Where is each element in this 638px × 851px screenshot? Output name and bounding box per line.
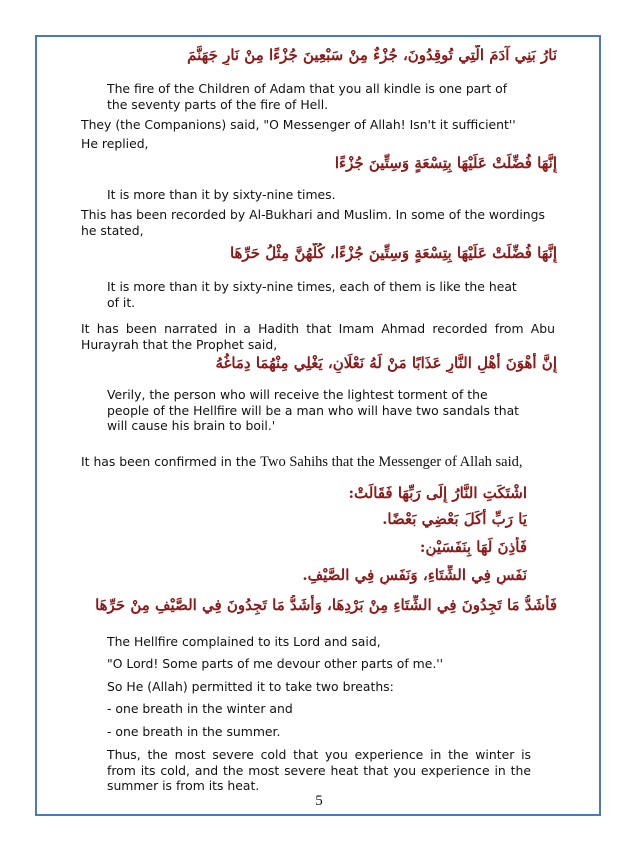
list-line-3: So He (Allah) permitted it to take two breaths:: [107, 679, 394, 694]
arabic-line-3: فَأَذِنَ لَهَا بِنَفَسَيْنِ:: [419, 538, 527, 556]
list-line-5: - one breath in the summer.: [107, 724, 281, 739]
list-line-4: - one breath in the winter and: [107, 701, 293, 716]
translation-3: It is more than it by sixty-nine times, each of them is like the heat of it.: [107, 279, 517, 310]
arabic-hadith-3: إِنَّهَا فُضِّلَتْ عَلَيْهَا بِتِسْعَةٍ وَسِتِّينَ جُزْءًا، كُلُّهُنَّ مِثْلُ حَرِّهَا: [229, 244, 557, 262]
translation-1: The fire of the Children of Adam that you all kindle is one part of the seventy parts of the fire of Hell.: [107, 81, 508, 112]
arabic-line-5: فَأَشَدُّ مَا تَجِدُونَ فِي الشِّتَاءِ مِنْ بَرْدِهَا، وَأَشَدُّ مَا تَجِدُونَ فِي الصَّيْفِ مِنْ حَرِّهَا: [95, 596, 557, 614]
conclusion: Thus, the most severe cold that you experience in the winter is from its cold, and the most severe heat that you experience in the summer is from its heat.: [107, 747, 531, 793]
companions-question: They (the Companions) said, "O Messenger of Allah! Isn't it sufficient'': [81, 117, 516, 132]
translation-4: Verily, the person who will receive the lightest torment of the people of the Hellfire will be a man who will have two sandals that will cause his brain to boil.': [107, 387, 520, 433]
arabic-line-4: نَفَسٍ فِي الشِّتَاءِ، وَنَفَسٍ فِي الصَّيْفِ.: [302, 566, 527, 584]
recorded-note: This has been recorded by Al-Bukhari and Muslim. In some of the wordings he stated,: [81, 207, 545, 238]
arabic-hadith-2: إِنَّهَا فُضِّلَتْ عَلَيْهَا بِتِسْعَةٍ وَسِتِّينَ جُزْءًا: [334, 154, 557, 172]
narration-intro: It has been narrated in a Hadith that Imam Ahmad recorded from Abu Hurayrah that the Prophet said,: [81, 321, 555, 352]
list-line-1: The Hellfire complained to its Lord and said,: [107, 634, 381, 649]
two-sahihs-intro: [81, 454, 555, 471]
two-sahihs-intro-b: Two Sahihs that the Messenger of Allah said,: [260, 454, 523, 470]
arabic-hadith-4: إِنَّ أَهْوَنَ أَهْلِ النَّارِ عَذَابًا مَنْ لَهُ نَعْلَانِ، يَغْلِي مِنْهُمَا دِمَاغُهُ: [215, 354, 557, 372]
translation-2: It is more than it by sixty-nine times.: [107, 187, 336, 202]
arabic-hadith-1: نَارُ بَنِي آدَمَ الَّتِي تُوقِدُونَ، جُزْءٌ مِنْ سَبْعِينَ جُزْءًا مِنْ نَارِ جَهَنَّمَ: [187, 46, 557, 64]
two-sahihs-intro-a: It has been confirmed in the: [81, 454, 261, 469]
page-number: 5: [315, 793, 323, 809]
arabic-line-1: اشْتَكَتِ النَّارُ إِلَى رَبِّهَا فَقَالَتْ:: [348, 484, 527, 502]
arabic-line-2: يَا رَبِّ أَكَلَ بَعْضِي بَعْضًا.: [382, 510, 527, 528]
list-line-2: "O Lord! Some parts of me devour other parts of me.'': [107, 656, 444, 671]
he-replied: He replied,: [81, 136, 149, 151]
